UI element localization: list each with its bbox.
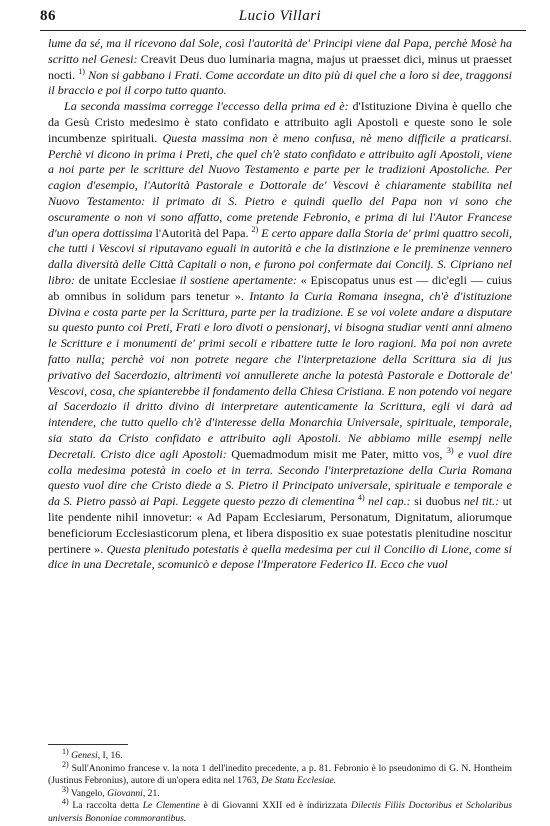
running-head: Lucio Villari	[238, 8, 322, 24]
text-roman: « Episcopatus unus est — dic'egli — cuius ab omnibus in solidum pars tenetur ».	[48, 272, 512, 303]
footnote-mark: 3)	[62, 784, 69, 794]
footnote-4	[48, 797, 512, 825]
footnote-ref-2: 2)	[251, 224, 259, 234]
text-italic: E certo appare dalla Storia de' primi quattro secoli, che tutti i Vescovi si riputavano eguali in autorità e che la distinzione e le preminenze vennero dalla diversità delle Città Capitali o non, e furono poi confermate dai Concilj. S. Cipriano nel libro:	[48, 225, 513, 287]
note-text-italic: Giovanni	[107, 787, 143, 799]
footnote-mark: 2)	[62, 759, 69, 769]
text-italic: e vuol dire colla medesima potestà in coelo et in terra. Secondo l'interpretazione della Curia Romana questo vuol dire che Cristo diede a S. Pietro il Principato universale, spirituale e temporale e da S. Pietro passò ai Papi. Leggete questo pezzo di clementina	[48, 446, 512, 509]
footnote-2	[48, 759, 513, 788]
text-roman: Quemadmodum misit me Pater, mitto vos,	[226, 446, 447, 461]
text-roman: ut lite pendente nihil innovetur: « Ad Papam Ecclesiarum, Personatum, Dignitatum, aliorumque beneficiorum Ecclesiasticorum plena, et libera dispositio ex suae potestatis plenitudine noscitur pertinere ».	[48, 494, 512, 556]
text-roman: d'Istituzione Divina è quello che da Gesù Cristo medesimo è stato confidato e attribuito agli Apostoli e queste sono le sole incumbenze spirituali.	[48, 99, 512, 145]
text-italic: nel tit.:	[463, 494, 500, 509]
note-text-italic: De Statu Ecclesiae.	[261, 775, 337, 787]
footnote-mark: 1)	[62, 746, 69, 756]
footnote-1	[48, 746, 512, 763]
note-text: , 21.	[142, 787, 160, 799]
note-text: Sull'Anonimo francese v. la nota 1 dell'inedito precedente, a p. 81. Febronio è lo pseudonimo di G. N. Hontheim (Justinus Febronius), autore di un'opera edita nel 1763,	[48, 762, 513, 787]
text-roman: Creavit Deus duo luminaria magna, majus ut praesset dici, minus ut praesset nocti.	[48, 51, 512, 82]
footnote-mark: 4)	[62, 797, 69, 807]
note-text-italic: Le Clementine	[142, 800, 200, 812]
note-text: , I, 16.	[97, 750, 123, 761]
paragraph-1	[48, 36, 512, 99]
footnote-ref-1: 1)	[78, 66, 85, 76]
footnote-ref-4: 4)	[357, 493, 365, 503]
text-italic: Non si gabbano i Frati. Come accordate un dito più di quel che a loro si dee, traggonsi il braccio e poi il corpo tutto quanto.	[48, 67, 512, 98]
text-italic: il sostiene apertamente:	[179, 272, 297, 287]
text-roman: de unitate Ecclesiae	[75, 272, 180, 287]
note-text-italic: Dilectis Filiis Doctoribus et Scholaribus universis Bononiae commorantibus.	[48, 800, 512, 824]
note-text-italic: Genesi	[71, 750, 98, 761]
text-italic: Questa plenitudo potestatis è quella medesima per cui il Concilio di Lione, come si dice in una Decretale, scomunicò e depose l'Imperatore Federico II. Ecco che vuol	[48, 541, 512, 572]
page-header	[40, 0, 512, 36]
note-text: Vangelo,	[70, 787, 108, 799]
text-italic: Intanto la Curia Romana insegna, ch'è d'istituzione Divina e costa parte per la Scrittura, parte per la tradizione. E se voi volete andare a disputare su questo punto coi Preti, Frati e loro divoti o pensionarj, vi bisogna studiar venti anni almeno le Scritture e i monumenti de' primi secoli e ribattere tutte le loro ragioni. Ma poi non avrete fatto nulla; perchè voi non potrete negare che l'interpretazione della Scrittura sia di jus privativo del Sacerdozio, altrimenti voi annullerete anche la potestà Pastorale e Dottorale de' Vescovi, cosa, che spianterebbe il fondamento della Chiesa Cristiana. E non potendo voi negare al Sacerdozio il dritto divino di interpretare autenticamente la Scrittura, egli vi darà ad intendere, che tutto quello ch'è d'interesse della Monarchia Universale, spirituale, temporale, sia stato da Cristo confidato e attribuito agli Apostoli. Ne abbiamo mille esempj nelle Decretali. Cristo dice agli Apostoli:	[48, 288, 512, 461]
page-number: 86	[40, 8, 56, 24]
note-text: è di Giovanni XXII ed è indirizzata	[199, 800, 352, 812]
text-roman: l'Autorità del Papa.	[152, 225, 252, 240]
text-italic: nel cap.:	[364, 494, 411, 509]
text-roman: si duobus	[410, 494, 464, 509]
paragraph-2	[48, 99, 512, 573]
body-text	[48, 36, 512, 573]
text-italic: Questa massima non è meno confusa, nè meno difficile a praticarsi. Perchè vi dicono in prima i Preti, che quel ch'è stato confidato e attribuito agli Apostoli, viene a noi parte per le scritture del Nuovo Testamento e parte per le tradizioni Apostoliche. Per cagion d'esempio, l'Autorità Pastorale e Dottorale de' Vescovi è chiaramente stabilita nel Nuovo Testamento: il primato di S. Pietro e quindi quello del Papa non vi sono che oscuramente o non vi sono affatto, come pretende Febronio, e prima di lui l'Autor Francese d'un opera dottissima	[48, 130, 512, 240]
text-italic: lume da sé, ma il ricevono dal Sole, così l'autorità de' Principi viene dal Papa, perchè Mosè ha scritto nel Genesi:	[48, 36, 512, 66]
note-text: La raccolta detta	[72, 800, 143, 812]
footnote-rule	[48, 744, 128, 745]
page	[40, 0, 513, 573]
footnote-3	[48, 784, 512, 801]
footnote-ref-3: 3)	[446, 445, 454, 455]
header-rule	[40, 30, 526, 31]
footnotes	[48, 746, 513, 826]
text-italic: La seconda massima corregge l'eccesso della prima ed è:	[64, 99, 349, 114]
